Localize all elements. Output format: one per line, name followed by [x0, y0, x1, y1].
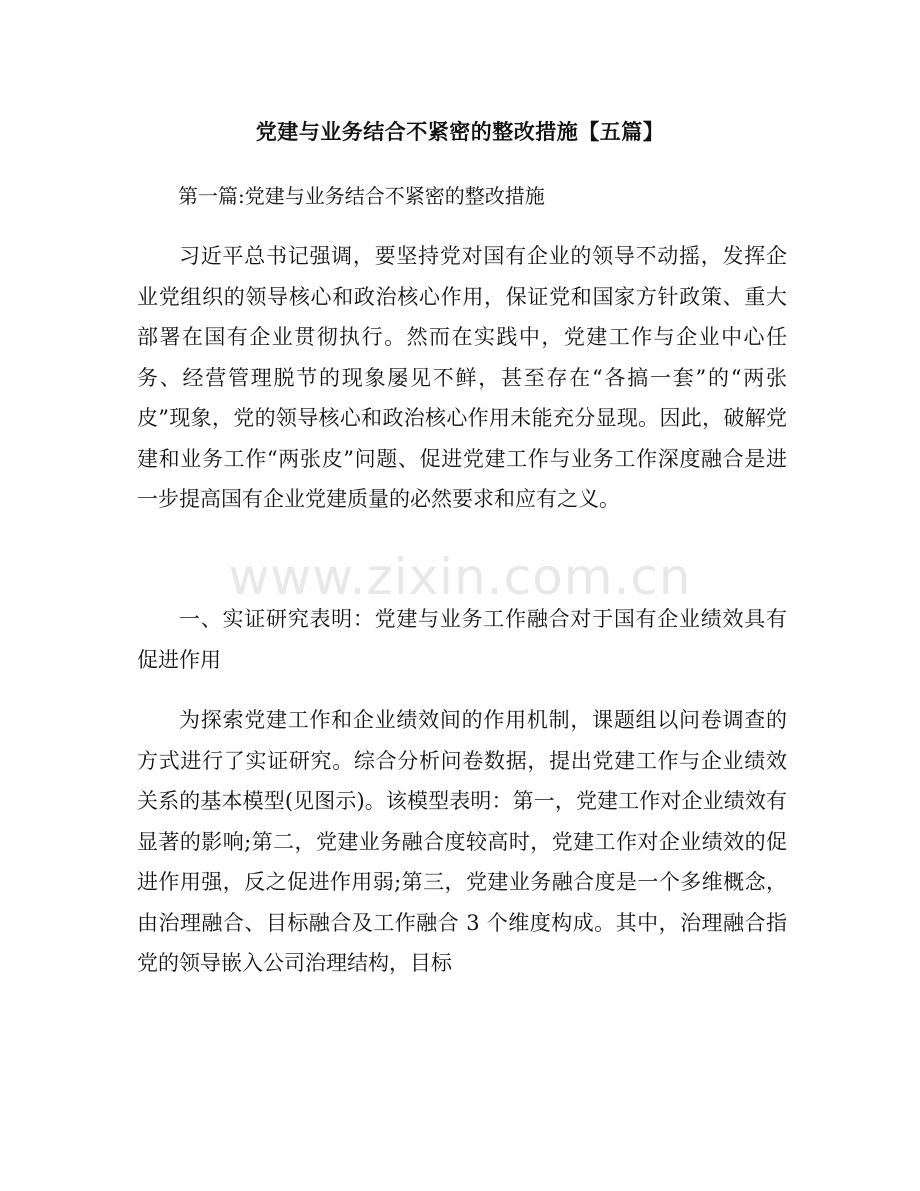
document-title: 党建与业务结合不紧密的整改措施【五篇】	[255, 120, 665, 144]
paragraph-research: 为探索党建工作和企业绩效间的作用机制，课题组以问卷调查的方式进行了实证研究。综合分析问卷数据，提出党建工作与企业绩效关系的基本模型(见图示)。该模型表明：第一，党建工作对企业绩效有显著的影响;第二，党建业务融合度较高时，党建工作对企业绩效的促进作用强，反之促进作用弱;第三，党建业务融合度是一个多维概念，由治理融合、目标融合及工作融合 3 个维度构成。其中，治理融合指党的领导嵌入公司治理结构，目标	[137, 708, 787, 975]
section-subtitle: 第一篇:党建与业务结合不紧密的整改措施	[178, 184, 545, 208]
watermark: www.zixin.com.cn	[228, 548, 692, 606]
paragraph-intro: 习近平总书记强调，要坚持党对国有企业的领导不动摇，发挥企业党组织的领导核心和政治核心作用，保证党和国家方针政策、重大部署在国有企业贯彻执行。然而在实践中，党建工作与企业中心任务、经营管理脱节的现象屡见不鲜，甚至存在“各搞一套”的“两张皮”现象，党的领导核心和政治核心作用未能充分显现。因此，破解党建和业务工作“两张皮”问题、促进党建工作与业务工作深度融合是进一步提高国有企业党建质量的必然要求和应有之义。	[137, 244, 787, 511]
section-heading: 一、实证研究表明：党建与业务工作融合对于国有企业绩效具有促进作用	[137, 607, 787, 672]
